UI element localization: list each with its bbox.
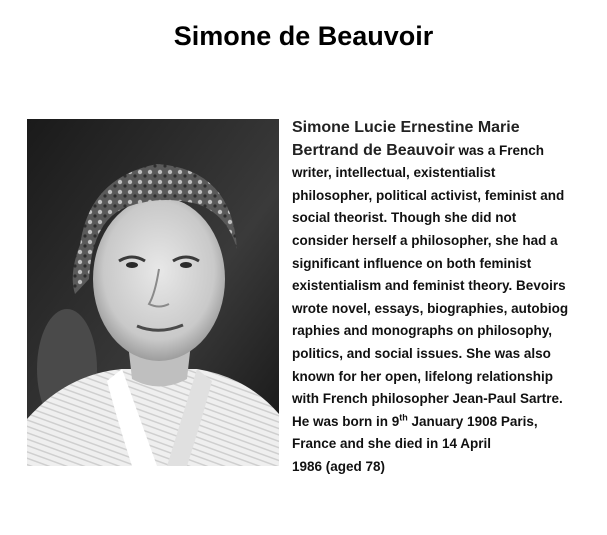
bio-line: philosopher, political activist, feminist and xyxy=(292,187,565,203)
bio-line: significant influence on both feminist xyxy=(292,255,532,271)
bio-line: existentialism and feminist theory. Bevoirs xyxy=(292,278,566,294)
bio-birth-suffix: January 1908 Paris, xyxy=(407,413,538,429)
bio-line: raphies and monographs on philosophy, xyxy=(292,323,553,339)
bio-name-line-1: Simone Lucie Ernestine Marie xyxy=(292,119,520,136)
bio-death-line-2: 1986 (aged 78) xyxy=(292,458,386,474)
bio-line-2-rest: was a French xyxy=(454,142,545,158)
bio-death-line-1: France and she died in 14 April xyxy=(292,436,492,452)
bio-name-line-2: Bertrand de Beauvoir xyxy=(292,141,455,159)
page-title: Simone de Beauvoir xyxy=(173,21,434,51)
bio-birth-ordinal: th xyxy=(399,412,408,423)
bio-line: politics, and social issues. She was also xyxy=(292,345,551,361)
bio-line: writer, intellectual, existentialist xyxy=(292,165,496,181)
portrait-photo xyxy=(27,119,279,466)
bio-line: with French philosopher Jean-Paul Sartre. xyxy=(292,391,563,407)
biography-text xyxy=(292,117,592,479)
bio-birth-line xyxy=(292,411,592,434)
bio-line: consider herself a philosopher, she had a xyxy=(292,232,558,248)
bio-line: wrote novel, essays, biographies, autobiog xyxy=(292,300,569,316)
bio-line: social theorist. Though she did not xyxy=(292,210,517,226)
bio-birth-prefix: He was born in 9 xyxy=(292,413,400,429)
bio-line: known for her open, lifelong relationship xyxy=(292,368,554,384)
